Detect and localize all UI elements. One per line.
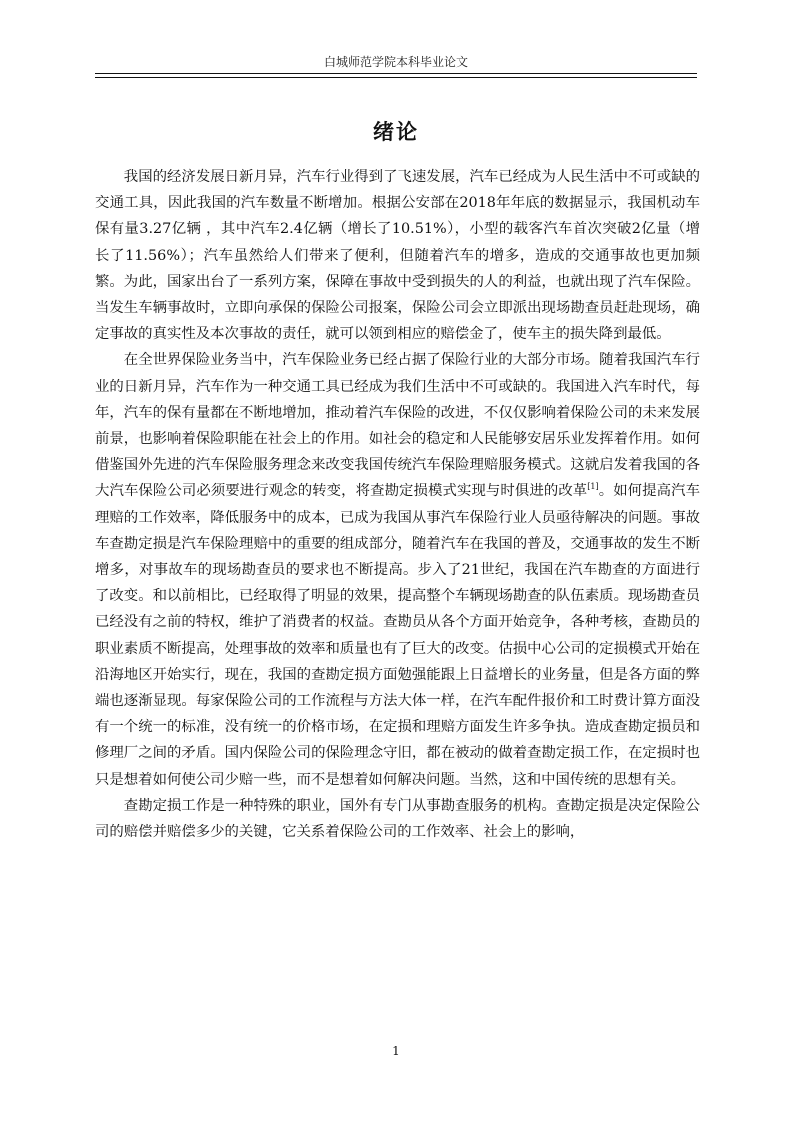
paragraph-1-text: 我国的经济发展日新月异，汽车行业得到了飞速发展，汽车已经成为人民生活中不可或缺的交通工具，因此我国的汽车数量不断增加。根据公安部在2018年年底的数据显示，我国机动车保有量3.27亿辆 ，其中汽车2.4亿辆（增长了10.51%），小型的载客汽车首次突破2亿量（增长了11.56%）；汽车虽然给人们带来了便利，但随着汽车的增多，造成的交通事故也更加频繁。为此，国家出台了一系列方案，保障在事故中受到损失的人的利益，也就出现了汽车保险。当发生车辆事故时，立即向承保的保险公司报案，保险公司会立即派出现场勘查员赶赴现场，确定事故的真实性及本次事故的责任，就可以领到相应的赔偿金了，使车主的损失降到最低。 — [95, 169, 700, 343]
section-title: 绪论 — [373, 119, 419, 144]
page-number: 1 — [392, 1044, 400, 1058]
page-header: 白城师范学院本科毕业论文 — [323, 55, 468, 69]
paragraph-2-text-after: 。如何提高汽车理赔的工作效率，降低服务中的成本，已成为我国从事汽车保险行业人员亟待解决的问题。事故车查勘定损是汽车保险理赔中的重要的组成部分，随着汽车在我国的普及，交通事故的发生不断增多，对事故车的现场勘查员的要求也不断提高。步入了21世纪，我国在汽车勘查的方面进行了改变。和以前相比，已经取得了明显的效果，提高整个车辆现场勘查的队伍素质。现场勘查员已经没有之前的特权，维护了消费者的权益。查勘员从各个方面开始竞争，各种考核，查勘员的职业素质不断提高，处理事故的效率和质量也有了巨大的改变。估损中心公司的定损模式开始在沿海地区开始实行，现在，我国的查勘定损方面勉强能跟上日益增长的业务量，但是各方面的弊端也逐渐显现。每家保险公司的工作流程与方法大体一样，在汽车配件报价和工时费计算方面没有一个统一的标准，没有统一的价格市场，在定损和理赔方面发生许多争执。造成查勘定损员和修理厂之间的矛盾。国内保险公司的保险理念守旧，都在被动的做着查勘定损工作，在定损时也只是想着如何使公司少赔一些，而不是想着如何解决问题。当然，这和中国传统的思想有关。 — [95, 483, 700, 788]
paragraph-3 — [95, 793, 700, 845]
paragraph-1 — [95, 164, 700, 347]
header-rule-thick — [95, 73, 697, 74]
citation-marker[interactable]: [1] — [587, 482, 599, 492]
header-rule-thin — [95, 77, 697, 78]
paragraph-2 — [95, 347, 700, 792]
paragraph-3-text: 查勘定损工作是一种特殊的职业，国外有专门从事勘查服务的机构。查勘定损是决定保险公司的赔偿并赔偿多少的关键，它关系着保险公司的工作效率、社会上的影响， — [95, 797, 700, 841]
body-text — [95, 164, 700, 845]
paragraph-2-text-before: 在全世界保险业务当中，汽车保险业务已经占据了保险行业的大部分市场。随着我国汽车行业的日新月异，汽车作为一种交通工具已经成为我们生活中不可或缺的。我国进入汽车时代，每年，汽车的保有量都在不断地增加，推动着汽车保险的改进，不仅仅影响着保险公司的未来发展前景，也影响着保险职能在社会上的作用。如社会的稳定和人民能够安居乐业发挥着作用。如何借鉴国外先进的汽车保险服务理念来改变我国传统汽车保险理赔服务模式。这就启发着我国的各大汽车保险公司必须要进行观念的转变，将查勘定损模式实现与时俱进的改革 — [95, 352, 700, 500]
